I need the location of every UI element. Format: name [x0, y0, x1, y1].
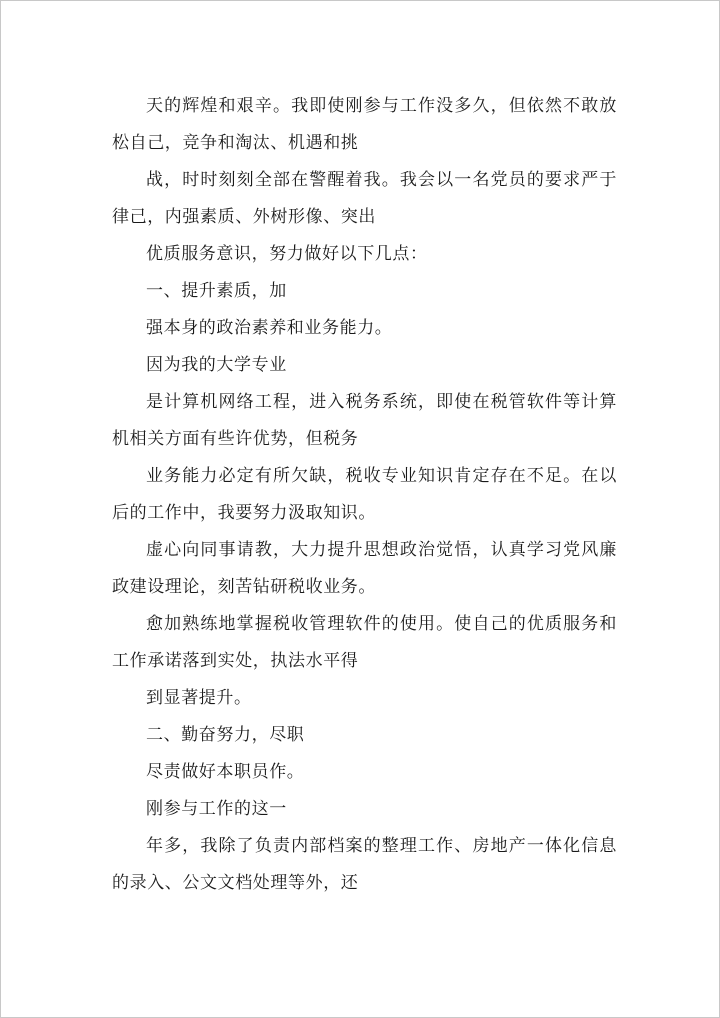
paragraph: 优质服务意识，努力做好以下几点： [146, 244, 428, 264]
paragraph: 刚参与工作的这一 [146, 799, 287, 819]
paragraph: 年多，我除了负责内部档案的整理工作、房地产一体化信息的录入、公文文档处理等外，还 [112, 836, 617, 893]
paragraph: 天的辉煌和艰辛。我即使刚参与工作没多久，但依然不敢放松自己，竞争和淘汰、机遇和挑 [112, 96, 617, 153]
paragraph: 是计算机网络工程，进入税务系统，即使在税管软件等计算机相关方面有些许优势，但税务 [112, 392, 617, 449]
paragraph: 业务能力必定有所欠缺，税收专业知识肯定存在不足。在以后的工作中，我要努力汲取知识。 [112, 466, 617, 523]
document-body [112, 88, 617, 902]
paragraph: 战，时时刻刻全部在警醒着我。我会以一名党员的要求严于律己，内强素质、外树形像、突出 [112, 170, 617, 227]
section-heading: 二、勤奋努力，尽职 [146, 725, 305, 745]
paragraph: 尽责做好本职员作。 [146, 762, 305, 782]
paragraph: 强本身的政治素养和业务能力。 [146, 318, 393, 338]
paragraph: 虚心向同事请教，大力提升思想政治觉悟，认真学习党风廉政建设理论，刻苦钻研税收业务。 [112, 540, 617, 597]
paragraph: 因为我的大学专业 [146, 355, 287, 375]
paragraph: 到显著提升。 [146, 688, 252, 708]
paragraph: 愈加熟练地掌握税收管理软件的使用。使自己的优质服务和工作承诺落到实处，执法水平得 [112, 614, 617, 671]
section-heading: 一、提升素质，加 [146, 281, 287, 301]
